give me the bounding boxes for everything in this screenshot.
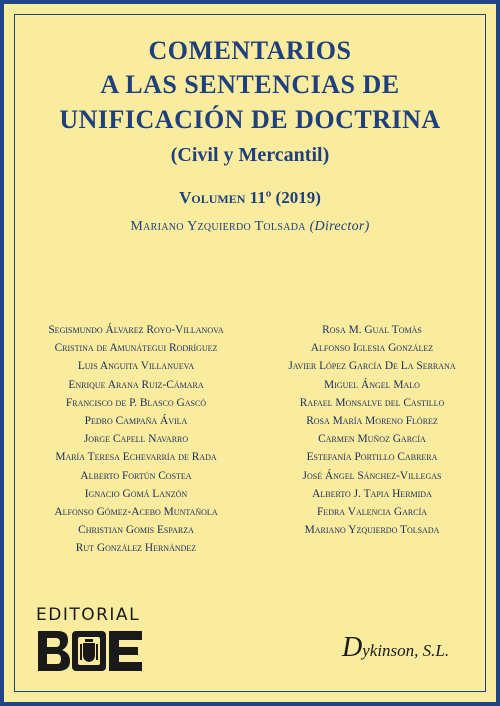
author-name: Alfonso Gómez-Acebo Muntañola bbox=[54, 505, 218, 518]
author-name: Segismundo Álvarez Royo-Villanova bbox=[48, 324, 224, 336]
author-name: Rosa María Moreno Flórez bbox=[306, 414, 438, 427]
title-line-1: COMENTARIOS bbox=[148, 36, 352, 65]
author-name: Fedra Valencia García bbox=[316, 505, 428, 518]
author-name: Jorge Capell Navarro bbox=[83, 433, 189, 446]
authors-left-column bbox=[18, 321, 254, 557]
author-name: Rut González Hernández bbox=[75, 542, 197, 555]
dykinson-initial: D bbox=[342, 632, 363, 663]
author-name: Mariano Yzquierdo Tolsada bbox=[304, 524, 440, 537]
author-name: María Teresa Echevarría de Rada bbox=[55, 451, 217, 464]
author-name: Javier López García De La Serrana bbox=[288, 360, 456, 373]
dykinson-name: ykinson, S.L. bbox=[362, 641, 450, 660]
editorial-label: EDITORIAL bbox=[36, 605, 141, 625]
author-name: Estefanía Portillo Cabrera bbox=[306, 451, 438, 464]
director-name: Mariano Yzquierdo Tolsada bbox=[130, 219, 306, 234]
author-name: Carmen Muñoz García bbox=[318, 433, 426, 446]
volume-label: Volumen 11º (2019) bbox=[179, 188, 321, 207]
author-name: Rosa M. Gual Tomàs bbox=[322, 324, 422, 336]
director-line bbox=[4, 219, 496, 235]
author-name: Rafael Monsalve del Castillo bbox=[299, 396, 445, 409]
boe-logo-icon bbox=[36, 629, 146, 673]
title-line-3: UNIFICACIÓN DE DOCTRINA bbox=[59, 105, 441, 134]
author-name: Francisco de P. Blasco Gascó bbox=[65, 396, 207, 409]
author-name: Ignacio Gomá Lanzón bbox=[84, 487, 188, 500]
author-name: Luis Anguita Villanueva bbox=[77, 360, 195, 373]
author-name: Pedro Campaña Ávila bbox=[84, 414, 188, 427]
title-line-2: A LAS SENTENCIAS DE bbox=[100, 70, 400, 99]
director-role: (Director) bbox=[309, 219, 370, 234]
publisher-boe bbox=[36, 607, 140, 624]
author-name: José Ángel Sánchez-Villegas bbox=[302, 469, 442, 482]
book-cover bbox=[4, 4, 496, 702]
subtitle: (Civil y Mercantil) bbox=[170, 144, 330, 166]
author-name: Miguel Ángel Malo bbox=[324, 378, 420, 391]
author-name: Christian Gomis Esparza bbox=[78, 524, 194, 537]
author-name: Alberto J. Tapia Hermida bbox=[312, 487, 432, 500]
author-name: Alberto Fortún Costea bbox=[80, 469, 192, 482]
author-name: Alfonso Iglesia González bbox=[310, 342, 434, 355]
author-name: Enrique Arana Ruiz-Cámara bbox=[68, 378, 204, 391]
authors-right-column bbox=[260, 321, 484, 539]
publisher-dykinson-logo bbox=[342, 632, 449, 664]
author-name: Cristina de Amunátegui Rodríguez bbox=[54, 342, 218, 355]
